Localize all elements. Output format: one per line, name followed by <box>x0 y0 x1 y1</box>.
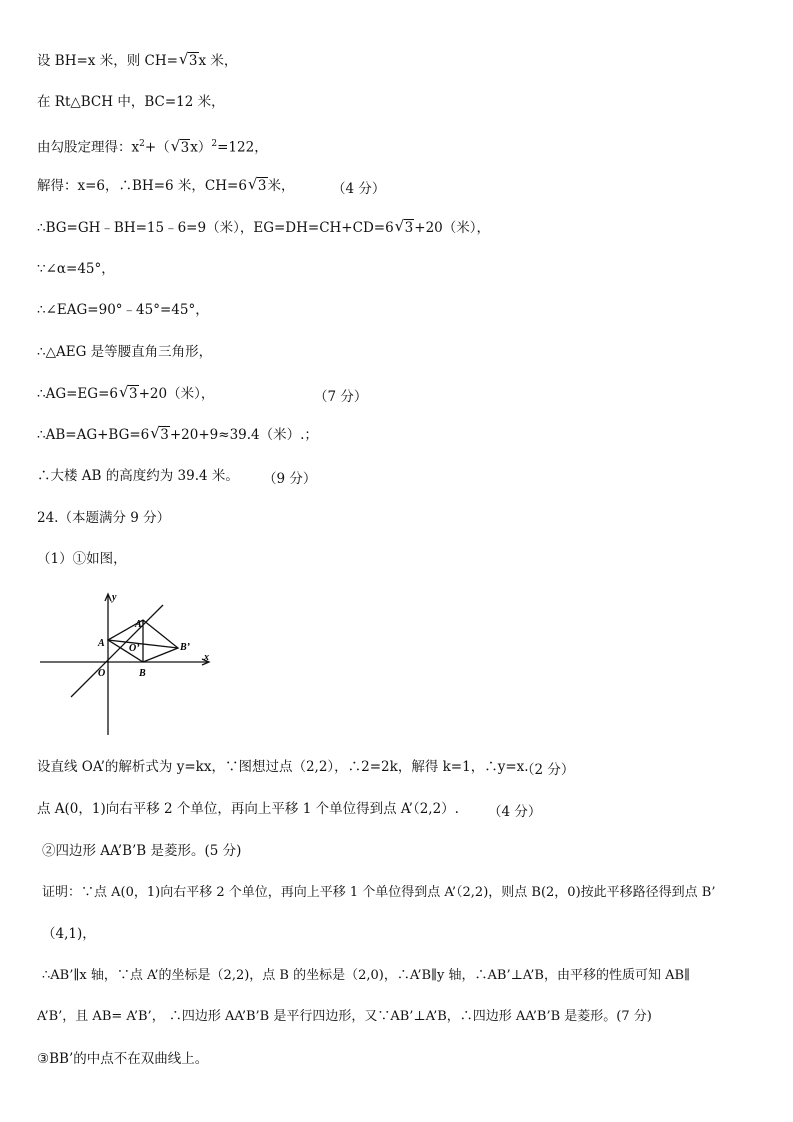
line-11: ∴大楼 AB 的高度约为 39.4 米。 <box>37 468 239 484</box>
score-7: （7 分） <box>314 389 368 405</box>
line-17: 证明：∵点 A(0，1)向右平移 2 个单位，再向上平移 1 个单位得到点 A’（2,2)，则点 B(2，0)按此平移路径得到点 B’ <box>42 885 716 900</box>
label-y: y <box>112 592 117 603</box>
label-O: O <box>98 668 106 679</box>
line-5: ∴BG=GH﹣BH=15﹣6=9（米），EG=DH=CH+CD=6√ 3+20（米）， <box>37 219 490 237</box>
label-A1: A’ <box>135 619 145 630</box>
line-16: ②四边形 AA’B’B 是菱形。(5 分) <box>42 843 242 859</box>
sqrt-icon: √ 3 <box>395 219 415 237</box>
line-10: ∴AB=AG+BG=6√ 3+20+9≈39.4（米）.； <box>37 426 318 444</box>
sqrt-icon: √ 3 <box>119 385 139 403</box>
line-21: ③BB’的中点不在双曲线上。 <box>37 1051 209 1067</box>
line-18: （4,1)， <box>42 926 96 942</box>
score-2: （2 分） <box>521 762 575 778</box>
label-B: B <box>139 668 146 679</box>
sqrt-icon: √ 3 <box>179 52 199 70</box>
label-A: A <box>98 638 105 649</box>
line-7: ∴∠EAG=90°﹣45°=45°， <box>37 302 209 318</box>
line-6: ∵∠α=45°， <box>37 261 115 277</box>
line-14: 设直线 OA’的解析式为 y=kx，∵图想过点（2,2），∴2=2k，解得 k=1，∴y=x. <box>37 759 529 775</box>
line-9: ∴AG=EG=6√ 3+20（米）， <box>37 385 214 403</box>
line-15: 点 A(0，1)向右平移 2 个单位，再向上平移 1 个单位得到点 A’（2,2）. <box>37 801 459 817</box>
line-y-eq-x <box>71 605 163 697</box>
sqrt-icon: √ 3 <box>248 177 268 195</box>
line-20: A’B’，且 AB= A’B’， ∴四边形 AA’B’B 是平行四边形，又∵AB’⊥A’B，∴四边形 AA’B’B 是菱形。(7 分) <box>37 1009 652 1024</box>
score-4: （4 分） <box>332 181 386 197</box>
sqrt-icon: √ 3 <box>150 426 170 444</box>
line-13: （1）①如图， <box>37 551 127 567</box>
sqrt-icon: √ 3 <box>171 139 191 157</box>
coordinate-figure <box>38 590 218 738</box>
line-12: 24.（本题满分 9 分） <box>37 510 171 526</box>
line-19: ∴AB’∥x 轴，∵点 A’的坐标是（2,2)，点 B 的坐标是（2,0)，∴A’B∥y 轴，∴AB’⊥A’B，由平移的性质可知 AB∥ <box>42 968 691 983</box>
label-B1: B’ <box>180 642 190 653</box>
score-4b: （4 分） <box>488 804 542 820</box>
label-x: x <box>204 652 209 663</box>
line-4: 解得：x=6，∴BH=6 米，CH=6√ 3米， <box>37 177 295 195</box>
label-O1: O’ <box>129 643 140 654</box>
line-3: 由勾股定理得：$x^2+(√$ 3x）$^2$=122， <box>37 135 268 157</box>
score-9: （9 分） <box>263 471 317 487</box>
line-8: ∴△AEG 是等腰直角三角形， <box>37 344 213 360</box>
line-1: 设 BH=x 米，则 CH=√ 3x 米， <box>37 52 237 70</box>
line-2: 在 Rt△BCH 中，BC=12 米， <box>37 94 225 110</box>
